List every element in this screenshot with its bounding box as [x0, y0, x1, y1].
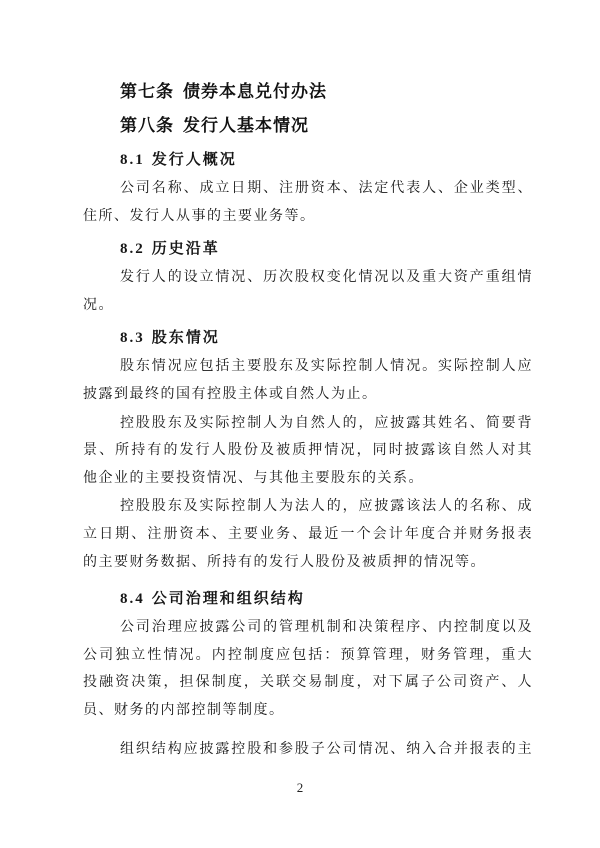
section-number: 8.3 [120, 330, 145, 347]
section-title: 股东情况 [151, 330, 220, 347]
paragraph [83, 353, 533, 408]
page-number: 2 [296, 780, 304, 795]
article-heading-7 [83, 79, 533, 105]
section-number: 8.2 [120, 241, 145, 258]
document-content [83, 79, 533, 763]
text-line: 公司治理应披露公司的管理机制和决策程序、内控制度以及 [120, 620, 533, 636]
section-heading-8-2 [83, 236, 533, 262]
text-line: 控股股东及实际控制人为法人的，应披露该法人的名称、成 [120, 499, 533, 515]
section-heading-8-3 [83, 325, 533, 351]
paragraph [83, 614, 533, 724]
text-line: 股东情况应包括主要股东及实际控制人情况。实际控制人应 [120, 359, 533, 375]
text-line: 发行人的设立情况、历次股权变化情况以及重大资产重组情 [120, 270, 533, 286]
text-line: 立日期、注册资本、主要业务、最近一个会计年度合并财务报表 [83, 526, 533, 542]
text-line: 他企业的主要投资情况、与其他主要股东的关系。 [83, 470, 424, 486]
section-title: 历史沿革 [151, 241, 220, 258]
paragraph [83, 264, 533, 319]
paragraph [83, 493, 533, 576]
section-number: 8.4 [120, 591, 145, 608]
text-line: 住所、发行人从事的主要业务等。 [83, 208, 316, 224]
article-number: 第七条 [120, 82, 174, 101]
paragraph [83, 736, 533, 764]
text-line: 公司独立性情况。内控制度应包括：预算管理，财务管理，重大 [83, 647, 533, 663]
text-line: 的主要财务数据、所持有的发行人股份及被质押的情况等。 [83, 554, 486, 570]
section-title: 公司治理和组织结构 [151, 591, 305, 608]
section-heading-8-4 [83, 586, 533, 612]
text-line: 投融资决策，担保制度，关联交易制度，对下属子公司资产、人 [83, 675, 533, 691]
article-title: 债券本息兑付办法 [183, 82, 327, 101]
text-line: 况。 [83, 297, 114, 313]
article-title: 发行人基本情况 [183, 116, 309, 135]
article-heading-8 [83, 113, 533, 139]
paragraph [83, 410, 533, 493]
text-line: 组织结构应披露控股和参股子公司情况、纳入合并报表的主 [120, 741, 533, 757]
section-heading-8-1 [83, 147, 533, 173]
text-line: 员、财务的内部控制等制度。 [83, 702, 285, 718]
paragraph [83, 175, 533, 230]
section-number: 8.1 [120, 152, 145, 168]
article-number: 第八条 [120, 116, 174, 135]
text-line: 控股股东及实际控制人为自然人的，应披露其姓名、简要背 [120, 415, 533, 431]
text-line: 景、所持有的发行人股份及被质押情况，同时披露该自然人对其 [83, 443, 533, 459]
text-line: 公司名称、成立日期、注册资本、法定代表人、企业类型、 [120, 181, 533, 196]
section-title: 发行人概况 [151, 152, 237, 168]
text-line: 披露到最终的国有控股主体或自然人为止。 [83, 386, 378, 402]
